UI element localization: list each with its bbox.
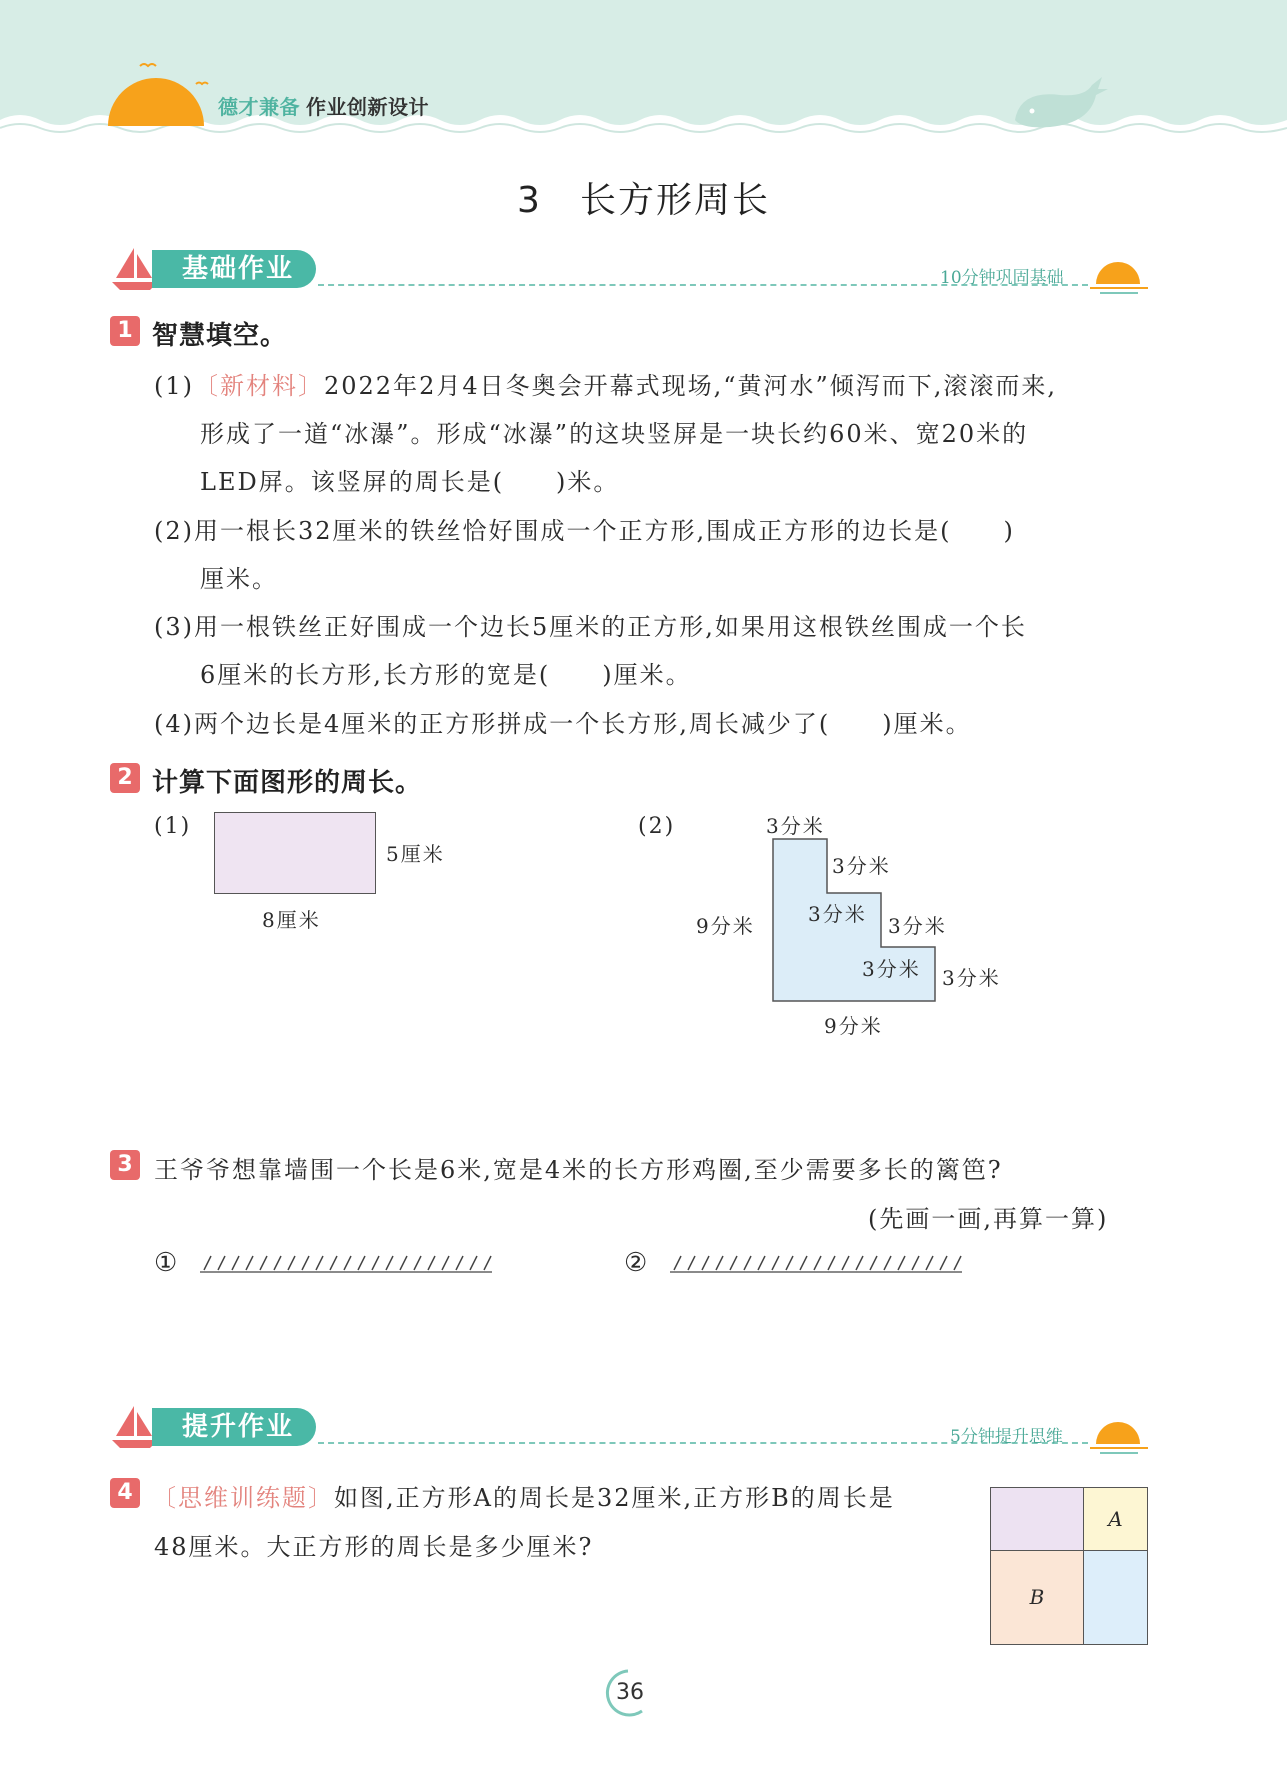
sun-icon (100, 58, 210, 128)
question-title: 计算下面图形的周长。 (152, 768, 423, 798)
question-badge: 3 (110, 1150, 140, 1180)
q1-line-1-text: 2022年2月4日冬奥会开幕式现场,“黄河水”倾泻而下,滚滚而来, (324, 372, 1058, 400)
figure-2-label: (2) (638, 814, 676, 839)
question-badge: 1 (110, 316, 140, 346)
section-basic-note: 10分钟巩固基础 (940, 268, 1064, 288)
header-brand (218, 91, 429, 120)
brand-name: 德才兼备 (218, 95, 300, 119)
q1-line-3: LED屏。该竖屏的周长是( )米。 (200, 468, 620, 496)
staircase-top-label: 3分米 (766, 814, 825, 838)
question-title: 智慧填空。 (152, 321, 288, 351)
new-material-tag: 〔新材料〕 (194, 372, 324, 400)
staircase-left-label: 9分米 (696, 914, 755, 938)
staircase-step2-horizontal-label: 3分米 (862, 957, 921, 981)
thinking-training-tag: 〔思维训练题〕 (152, 1484, 334, 1512)
q1-line-8: (4)两个边长是4厘米的正方形拼成一个长方形,周长减少了( )厘米。 (154, 710, 972, 738)
square-region-top-left (991, 1488, 1084, 1551)
section-advanced-note: 5分钟提升思维 (950, 1427, 1063, 1447)
staircase-step2-vertical-label: 3分米 (888, 914, 947, 938)
q1-line-7: 6厘米的长方形,长方形的宽是( )厘米。 (200, 661, 692, 689)
staircase-step3-vertical-label: 3分米 (942, 966, 1001, 990)
staircase-step1-horizontal-label: 3分米 (808, 902, 867, 926)
rectangle-figure (214, 812, 376, 894)
question-badge: 4 (110, 1478, 140, 1508)
q3-hint: (先画一画,再算一算) (868, 1205, 1109, 1233)
square-region-bottom-right (1084, 1551, 1147, 1644)
answer-line-2[interactable] (670, 1252, 965, 1274)
big-square-figure (990, 1487, 1148, 1645)
q4-line-1 (152, 1478, 895, 1513)
q1-line-5: 厘米。 (200, 565, 278, 593)
answer-line-1-marker: ① (154, 1248, 180, 1278)
q1-line-6: (3)用一根铁丝正好围成一个边长5厘米的正方形,如果用这根铁丝围成一个长 (154, 613, 1027, 641)
question-badge: 2 (110, 763, 140, 793)
q1-line-1-prefix: (1) (154, 372, 194, 400)
sun-icon (1090, 250, 1150, 296)
whale-icon (1010, 75, 1110, 135)
page-title: 3 长方形周长 (517, 180, 770, 221)
section-advanced-banner: 提升作业 (152, 1408, 316, 1446)
square-a: A (1084, 1488, 1147, 1551)
staircase-bottom-label: 9分米 (824, 1014, 883, 1038)
sun-icon (1090, 1410, 1150, 1456)
page-number: 36 (616, 1680, 644, 1705)
brand-subtitle: 作业创新设计 (306, 95, 429, 119)
answer-line-1[interactable] (200, 1252, 495, 1274)
q1-line-2: 形成了一道“冰瀑”。形成“冰瀑”的这块竖屏是一块长约60米、宽20米的 (200, 420, 1029, 448)
rectangle-bottom-label: 8厘米 (262, 908, 321, 932)
q4-line-1-text: 如图,正方形A的周长是32厘米,正方形B的周长是 (334, 1484, 895, 1512)
figure-1-label: (1) (154, 814, 192, 839)
answer-line-2-marker: ② (624, 1248, 650, 1278)
rectangle-side-label: 5厘米 (386, 842, 445, 866)
q1-line-4: (2)用一根长32厘米的铁丝恰好围成一个正方形,围成正方形的边长是( ) (154, 517, 1015, 545)
section-basic-banner: 基础作业 (152, 250, 316, 288)
square-b: B (991, 1551, 1084, 1644)
q3-text: 王爷爷想靠墙围一个长是6米,宽是4米的长方形鸡圈,至少需要多长的篱笆? (154, 1156, 1003, 1184)
staircase-step1-vertical-label: 3分米 (832, 854, 891, 878)
q4-line-2: 48厘米。大正方形的周长是多少厘米? (154, 1533, 594, 1561)
q1-line-1 (154, 366, 1057, 401)
